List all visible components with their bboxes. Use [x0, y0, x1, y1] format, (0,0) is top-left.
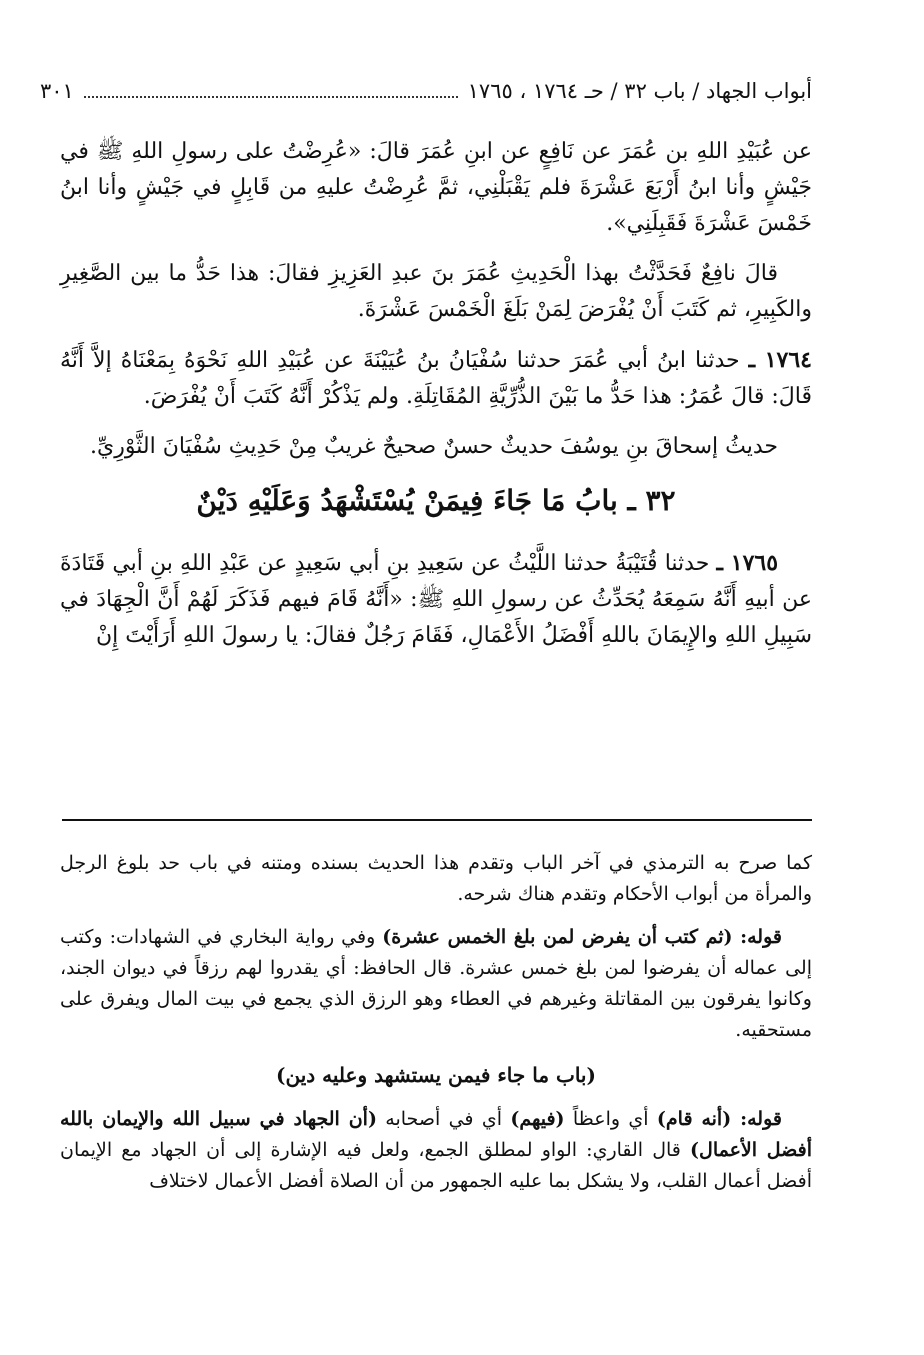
note-paragraph [60, 922, 812, 1046]
note-paragraph [60, 1104, 812, 1197]
commentary-notes [60, 848, 812, 1209]
hadith-1764-paragraph [60, 342, 812, 415]
header-leader-dots [84, 94, 458, 98]
page-number: ٣٠١ [40, 79, 74, 103]
main-text [60, 134, 812, 668]
hadith-number: ١٧٦٤ ـ [748, 347, 812, 373]
note-paragraph: كما صرح به الترمذي في آخر الباب وتقدم هذا الحديث بسنده ومتنه في باب حد بلوغ الرجل والمرأة من أبواب الأحكام وتقدم هناك شرحه. [60, 852, 812, 905]
note-quote: (فيهم) [510, 1108, 565, 1130]
note-text: أي في أصحابه [385, 1108, 502, 1130]
hadith-1765-text: حدثنا قُتَيْبَةُ حدثنا اللَّيْثُ عن سَعِيدِ بنِ أبي سَعِيدٍ عن عَبْدِ اللهِ بنِ أبي قَتَادَةَ عن أبيهِ أَنَّهُ سَمِعَهُ يُحَدِّثُ عن رسولِ اللهِ ﷺ: «أَنَّهُ قَامَ فيهم فَذَكَرَ لَهُمْ أَنَّ الْجِهَادَ في سَبِيلِ اللهِ والإِيمَانَ باللهِ أَفْضَلُ الأَعْمَالِ، فَقَامَ رَجُلٌ فقالَ: يا رسولَ اللهِ أَرَأَيْتَ إِنْ [60, 551, 812, 648]
chapter-heading: ٣٢ ـ بابُ مَا جَاءَ فِيمَنْ يُسْتَشْهَدُ وَعَلَيْهِ دَيْنٌ [196, 484, 676, 517]
narration-paragraph: قالَ نافِعٌ فَحَدَّثْتُ بهذا الْحَدِيثِ عُمَرَ بنَ عبدِ العَزِيزِ فقالَ: هذا حَدُّ ما بين الصَّغِيرِ والكَبِيرِ، ثم كَتَبَ أَنْ يُفْرَضَ لِمَنْ بَلَغَ الْخَمْسَ عَشْرَةَ. [60, 261, 812, 322]
hadith-text-paragraph: عن عُبَيْدِ اللهِ بن عُمَرَ عن نَافِعٍ عن ابنِ عُمَرَ قالَ: «عُرِضْتُ على رسولِ اللهِ ﷺ في جَيْشٍ وأنا ابنُ أَرْبَعَ عَشْرَةَ فلم يَقْبَلْنِي، ثمَّ عُرِضْتُ عليهِ من قَابِلٍ في جَيْشٍ وأنا ابنُ خَمْسَ عَشْرَةَ فَقَبِلَنِي». [60, 139, 812, 236]
note-quote: (أن الجهاد في سبيل الله والإيمان بالله أفضل الأعمال) [60, 1108, 812, 1161]
note-text: أي واعظاً [572, 1108, 649, 1130]
footnote-divider [62, 819, 812, 821]
header-title: أبواب الجهاد / باب ٣٢ / حـ ١٧٦٤ ، ١٧٦٥ [467, 79, 812, 103]
running-header [40, 72, 812, 106]
note-lead: قوله: (أنه قام) [656, 1108, 782, 1130]
note-lead: قوله: (ثم كتب أن يفرض لمن بلغ الخمس عشرة) [382, 926, 782, 948]
note-chapter-heading: (باب ما جاء فيمن يستشهد وعليه دين) [276, 1063, 596, 1087]
note-text: قال القاري: الواو لمطلق الجمع، ولعل فيه الإشارة إلى أن الجهاد مع الإيمان أفضل أعمال القلب، ولا يشكل بما عليه الجمهور من أن الصلاة أفضل الأعمال لاختلاف [60, 1139, 812, 1192]
grading-paragraph: حديثُ إسحاقَ بنِ يوسُفَ حديثٌ حسنٌ صحيحٌ غريبٌ مِنْ حَدِيثِ سُفْيَانَ الثَّوْرِيِّ. [90, 434, 778, 459]
hadith-number: ١٧٦٥ ـ [716, 550, 779, 576]
hadith-1764-text: حدثنا ابنُ أبي عُمَرَ حدثنا سُفْيَانُ بنُ عُيَيْنَةَ عن عُبَيْدِ اللهِ نَحْوَهُ بِمَعْنَاهُ إلاَّ أَنَّهُ قَالَ: قالَ عُمَرُ: هذا حَدُّ ما بَيْنَ الذُّرِّيَّةِ المُقَاتِلَةِ. ولم يَذْكُرْ أَنَّهُ كَتَبَ أَنْ يُفْرَضَ. [60, 348, 812, 409]
note-text: وفي رواية البخاري في الشهادات: وكتب إلى عماله أن يفرضوا لمن بلغ خمس عشرة. قال الحافظ: أي يقدروا لهم رزقاً في ديوان الجند، وكانوا يفرقون بين المقاتلة وغيرهم في العطاء وهو الرزق الذي يجمع في بيت المال ويفرق على مستحقيه. [60, 926, 812, 1041]
hadith-1765-paragraph [60, 545, 812, 654]
